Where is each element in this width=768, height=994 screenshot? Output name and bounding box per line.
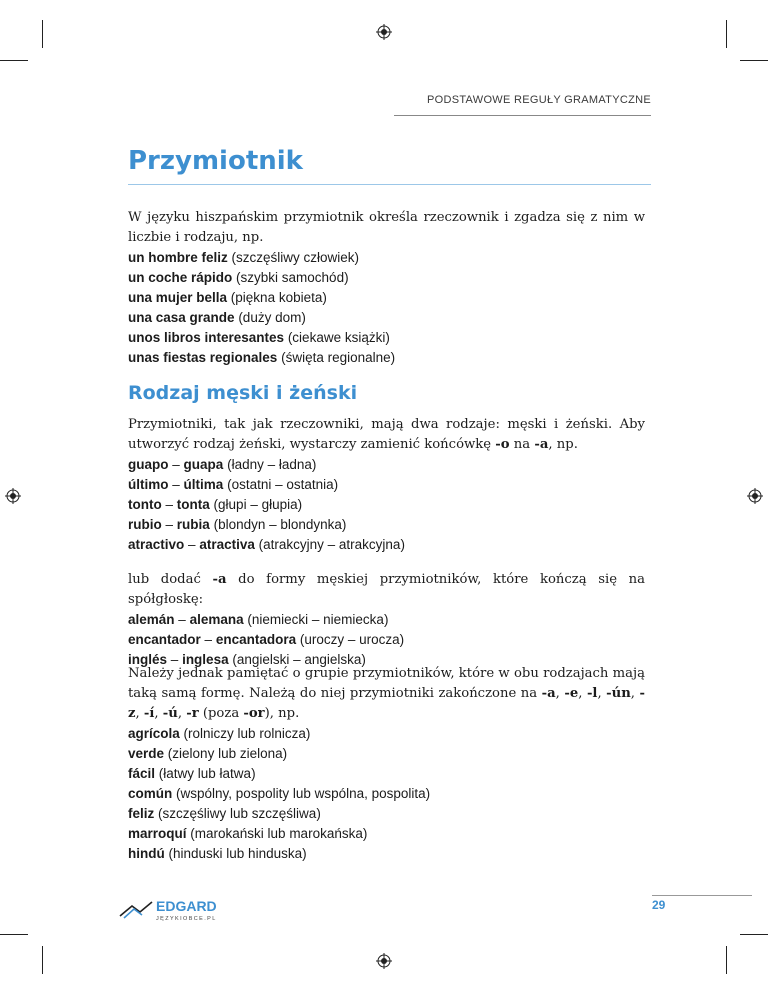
section-heading: Rodzaj męski i żeński bbox=[128, 382, 358, 404]
svg-text:JĘZYKIOBCE.PL: JĘZYKIOBCE.PL bbox=[156, 916, 217, 922]
example-line: fácil (łatwy lub łatwa) bbox=[128, 766, 256, 781]
crop-mark bbox=[0, 60, 28, 61]
crop-mark bbox=[726, 20, 727, 48]
example-spanish: un hombre feliz bbox=[128, 250, 228, 265]
example-line: inglés – inglesa (angielski – angielska) bbox=[128, 652, 366, 667]
intro-section bbox=[128, 208, 645, 368]
example-spanish: una casa grande bbox=[128, 310, 235, 325]
crop-mark bbox=[42, 946, 43, 974]
gender-paragraph-2: lub dodać -a do formy męskiej przymiotników, które kończą się na spółgłoskę: bbox=[128, 572, 645, 607]
example-line: verde (zielony lub zielona) bbox=[128, 746, 288, 761]
example-polish: (święta regionalne) bbox=[281, 350, 396, 365]
example-line bbox=[128, 268, 645, 288]
running-header: PODSTAWOWE REGUŁY GRAMATYCZNE bbox=[426, 94, 651, 106]
registration-mark-icon bbox=[5, 488, 21, 504]
example-polish: (szybki samochód) bbox=[236, 270, 349, 285]
registration-mark-icon bbox=[376, 953, 392, 969]
svg-text:EDGARD: EDGARD bbox=[156, 898, 217, 914]
example-polish: (ciekawe książki) bbox=[287, 330, 390, 345]
footer-rule bbox=[652, 895, 752, 896]
edgard-logo bbox=[118, 894, 228, 924]
crop-mark bbox=[740, 60, 768, 61]
gender-section-1 bbox=[128, 415, 645, 555]
example-polish: (szczęśliwy człowiek) bbox=[231, 250, 360, 265]
registration-mark-icon bbox=[747, 488, 763, 504]
example-line bbox=[128, 308, 645, 328]
page-number: 29 bbox=[652, 898, 666, 912]
example-line bbox=[128, 348, 645, 368]
example-line: alemán – alemana (niemiecki – niemiecka) bbox=[128, 612, 389, 627]
example-line: encantador – encantadora (uroczy – urocza) bbox=[128, 632, 405, 647]
ending: -a bbox=[534, 437, 549, 452]
crop-mark bbox=[740, 934, 768, 935]
example-line bbox=[128, 248, 645, 268]
example-line: último – última (ostatni – ostatnia) bbox=[128, 477, 339, 492]
example-polish: (duży dom) bbox=[238, 310, 306, 325]
example-spanish: un coche rápido bbox=[128, 270, 233, 285]
header-rule bbox=[394, 115, 651, 116]
title-rule bbox=[128, 184, 651, 185]
example-line: feliz (szczęśliwy lub szczęśliwa) bbox=[128, 806, 321, 821]
gender-section-2 bbox=[128, 570, 645, 670]
example-line: rubio – rubia (blondyn – blondynka) bbox=[128, 517, 347, 532]
example-line: guapo – guapa (ładny – ładna) bbox=[128, 457, 317, 472]
example-line bbox=[128, 328, 645, 348]
gender-paragraph-1: Przymiotniki, tak jak rzeczowniki, mają dwa rodzaje: męski i żeński. Aby utworzyć rodzaj żeński, wystarczy zamienić końcówkę -o na -a, np. bbox=[128, 417, 645, 452]
crop-mark bbox=[42, 20, 43, 48]
example-line: hindú (hinduski lub hinduska) bbox=[128, 846, 307, 861]
gender-section-3 bbox=[128, 664, 645, 864]
registration-mark-icon bbox=[376, 24, 392, 40]
example-spanish: una mujer bella bbox=[128, 290, 228, 305]
example-line: tonto – tonta (głupi – głupia) bbox=[128, 497, 303, 512]
example-spanish: unos libros interesantes bbox=[128, 330, 285, 345]
intro-examples bbox=[128, 248, 645, 368]
ending: -a bbox=[212, 572, 227, 587]
crop-mark bbox=[0, 934, 28, 935]
page-title: Przymiotnik bbox=[128, 146, 303, 176]
ending: -o bbox=[495, 437, 510, 452]
example-spanish: unas fiestas regionales bbox=[128, 350, 278, 365]
gender-paragraph-3: Należy jednak pamiętać o grupie przymiotników, które w obu rodzajach mają taką samą formę. Należą do niej przymiotniki zakończone na -a, -e, -l, -ún, -z, -í, -ú, -r (poza -or), np. bbox=[128, 666, 645, 721]
intro-paragraph: W języku hiszpańskim przymiotnik określa rzeczownik i zgadza się z nim w liczbie i rodzaju, np. bbox=[128, 210, 645, 245]
example-polish: (piękna kobieta) bbox=[230, 290, 327, 305]
example-line: agrícola (rolniczy lub rolnicza) bbox=[128, 726, 311, 741]
example-line: marroquí (marokański lub marokańska) bbox=[128, 826, 368, 841]
example-line: común (wspólny, pospolity lub wspólna, pospolita) bbox=[128, 786, 431, 801]
example-line bbox=[128, 288, 645, 308]
crop-mark bbox=[726, 946, 727, 974]
example-line: atractivo – atractiva (atrakcyjny – atrakcyjna) bbox=[128, 537, 405, 552]
